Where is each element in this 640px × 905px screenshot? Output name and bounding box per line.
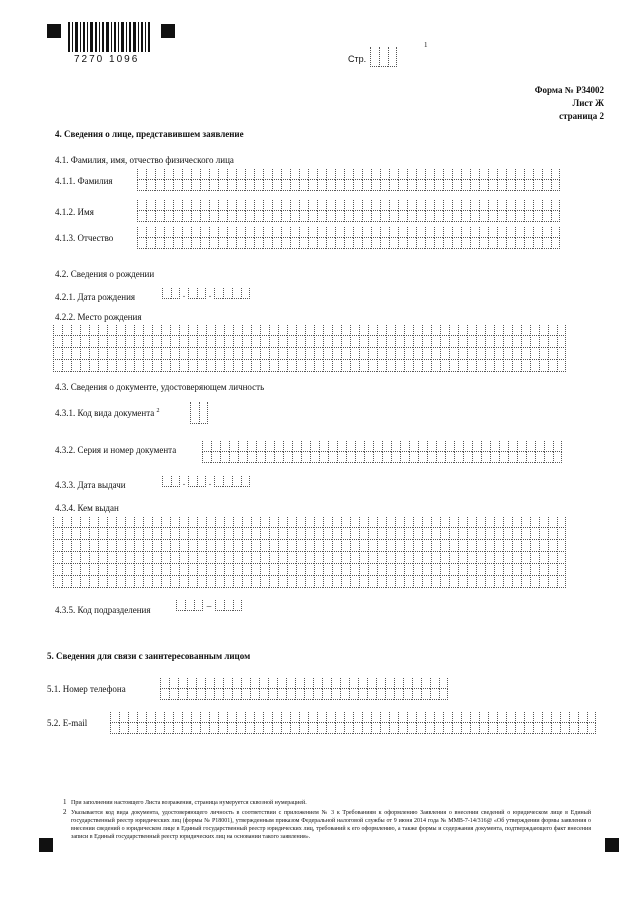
patronymic-field-row2[interactable]	[137, 238, 560, 249]
section-5-title: 5. Сведения для связи с заинтересованным лицом	[47, 651, 251, 661]
birth-place-field-row2[interactable]	[53, 337, 566, 348]
issued-by-field-row3[interactable]	[53, 541, 566, 552]
birth-date-label: 4.2.1. Дата рождения	[55, 292, 136, 302]
page-number-cells[interactable]	[370, 47, 397, 67]
page-footnote-mark: 1	[424, 41, 428, 49]
email-field[interactable]	[110, 712, 596, 723]
section-4-title: 4. Сведения о лице, представившем заявление	[55, 129, 244, 139]
section-4-3-title: 4.3. Сведения о документе, удостоверяющем личность	[55, 382, 265, 392]
issued-by-field-row5[interactable]	[53, 565, 566, 576]
birth-place-field-row3[interactable]	[53, 349, 566, 360]
document-code-label-text: 4.3.1. Код вида документа	[55, 408, 155, 418]
footnote-2-mark: 2	[63, 808, 67, 816]
division-code-dash: –	[206, 601, 212, 611]
footnote-1: При заполнении настоящего Листа возражения, страница нумеруется сквозной нумерацией.	[71, 800, 307, 806]
birth-place-field-row4[interactable]	[53, 361, 566, 372]
surname-label: 4.1.1. Фамилия	[55, 176, 113, 186]
registration-marker-bottom-left	[39, 838, 53, 852]
issued-by-label: 4.3.4. Кем выдан	[55, 503, 119, 513]
issued-by-field-row1[interactable]	[53, 517, 566, 528]
surname-field-row2[interactable]	[137, 180, 560, 191]
page-subtitle: страница 2	[559, 111, 604, 121]
document-number-field[interactable]	[202, 441, 562, 452]
email-field-row2[interactable]	[110, 723, 596, 734]
name-label: 4.1.2. Имя	[55, 207, 94, 217]
barcode-number: 7270 1096	[74, 54, 140, 65]
phone-field[interactable]	[160, 678, 448, 689]
birth-place-field-row1[interactable]	[53, 325, 566, 336]
date-separator: .	[182, 477, 186, 487]
document-code-label	[55, 406, 160, 419]
patronymic-field[interactable]	[137, 227, 560, 238]
division-code-label: 4.3.5. Код подразделения	[55, 605, 151, 615]
phone-label: 5.1. Номер телефона	[47, 684, 126, 694]
division-code-field[interactable]	[176, 600, 242, 611]
issued-by-field-row6[interactable]	[53, 577, 566, 588]
sheet-label: Лист Ж	[572, 98, 604, 108]
document-code-field[interactable]	[190, 402, 208, 424]
email-label: 5.2. E-mail	[47, 718, 88, 728]
page-label: Стр.	[348, 54, 367, 64]
patronymic-label: 4.1.3. Отчество	[55, 233, 114, 243]
date-separator: .	[182, 289, 186, 299]
birth-place-label: 4.2.2. Место рождения	[55, 312, 142, 322]
surname-field[interactable]	[137, 169, 560, 180]
issue-date-label: 4.3.3. Дата выдачи	[55, 480, 126, 490]
name-field[interactable]	[137, 200, 560, 211]
section-4-1-title: 4.1. Фамилия, имя, отчество физического лица	[55, 155, 234, 165]
name-field-row2[interactable]	[137, 211, 560, 222]
registration-marker-top-right	[161, 24, 175, 38]
form-title: Форма № Р34002	[534, 85, 604, 95]
birth-date-field[interactable]	[162, 288, 250, 299]
document-number-label: 4.3.2. Серия и номер документа	[55, 445, 177, 455]
registration-marker-bottom-right	[605, 838, 619, 852]
phone-field-row2[interactable]	[160, 689, 448, 700]
section-4-2-title: 4.2. Сведения о рождении	[55, 269, 155, 279]
registration-marker-top-left	[47, 24, 61, 38]
issued-by-field-row2[interactable]	[53, 529, 566, 540]
document-number-field-row2[interactable]	[202, 452, 562, 463]
footnote-2-ref: 2	[156, 408, 160, 414]
date-separator: .	[208, 477, 212, 487]
barcode-image	[68, 22, 150, 52]
footnote-1-mark: 1	[63, 798, 67, 806]
issue-date-field[interactable]	[162, 476, 250, 487]
date-separator: .	[208, 289, 212, 299]
footnote-2: Указывается код вида документа, удостоверяющего личность в соответствии с приложением № 3 к Требованиям к оформлению Заявления о внесении сведений о юридическом лице в Единый государственный реестр юридических лиц (формы № Р18001), утвержденным приказом Федеральной налоговой службы от 9 июня 2014 года № ММВ-7-14/316@ «Об утверждении формы заявления о внесении сведений о юридическом лице в Единый государственный реестр юридических лиц, требований к его оформлению, а также формы и содержания документа, подтверждающего факт внесения записи в Единый государственный реестр юридических лиц на основании такого заявления».	[71, 810, 591, 840]
issued-by-field-row4[interactable]	[53, 553, 566, 564]
